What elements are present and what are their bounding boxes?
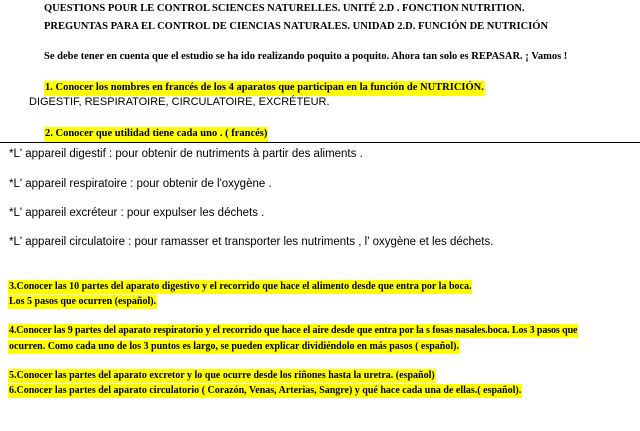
question-5: 5.Conocer las partes del aparato excretor y lo que ocurre desde los riñones hasta la uretra. (español) bbox=[9, 370, 435, 381]
question-6: 6.Conocer las partes del aparato circulatorio ( Corazón, Venas, Arterias, Sangre) y qué hace cada una de ellas.( español). bbox=[9, 385, 522, 396]
question-3-line-2: Los 5 pasos que ocurren (español). bbox=[9, 296, 157, 307]
answer-1: DIGESTIF, RESPIRATOIRE, CIRCULATOIRE, EXCRÉTEUR. bbox=[29, 96, 330, 108]
answer-2-excretory: *L' appareil excréteur : pour expulser les déchets . bbox=[9, 207, 265, 219]
question-4-line-2: ocurren. Como cada uno de los 3 puntos es largo, se pueden explicar dividiéndolo en más pasos ( español). bbox=[9, 341, 459, 352]
intro-text: Se debe tener en cuenta que el estudio se ha ido realizando poquito a poquito. Ahora tan solo es REPASAR. ¡ Vamos ! bbox=[44, 51, 568, 62]
question-1: 1. Conocer los nombres en francés de los 4 aparatos que participan en la función de NUTRICIÓN. bbox=[44, 81, 485, 96]
header-line-fr: QUESTIONS POUR LE CONTROL SCIENCES NATURELLES. UNITÉ 2.D . FONCTION NUTRITION. bbox=[44, 3, 525, 14]
question-3-line-1: 3.Conocer las 10 partes del aparato digestivo y el recorrido que hace el alimento desde que entra por la boca. bbox=[9, 281, 472, 292]
question-4-line-1: 4.Conocer las 9 partes del aparato respiratorio y el recorrido que hace el aire desde que entra por la s fosas nasales.boca. Los 3 pasos que bbox=[9, 325, 578, 336]
answer-2-respiratory: *L' appareil respiratoire : pour obtenir de l'oxygène . bbox=[9, 178, 272, 190]
section-divider bbox=[0, 142, 640, 143]
question-2: 2. Conocer que utilidad tiene cada uno . ( francés) bbox=[44, 127, 268, 142]
header-line-es: PREGUNTAS PARA EL CONTROL DE CIENCIAS NATURALES. UNIDAD 2.D. FUNCIÓN DE NUTRICIÓN bbox=[44, 21, 549, 32]
answer-2-circulatory: *L' appareil circulatoire : pour ramasser et transporter les nutriments , l' oxygène et les déchets. bbox=[9, 236, 494, 248]
answer-2-digestive: *L' appareil digestif : pour obtenir de nutriments à partir des aliments . bbox=[9, 148, 363, 160]
